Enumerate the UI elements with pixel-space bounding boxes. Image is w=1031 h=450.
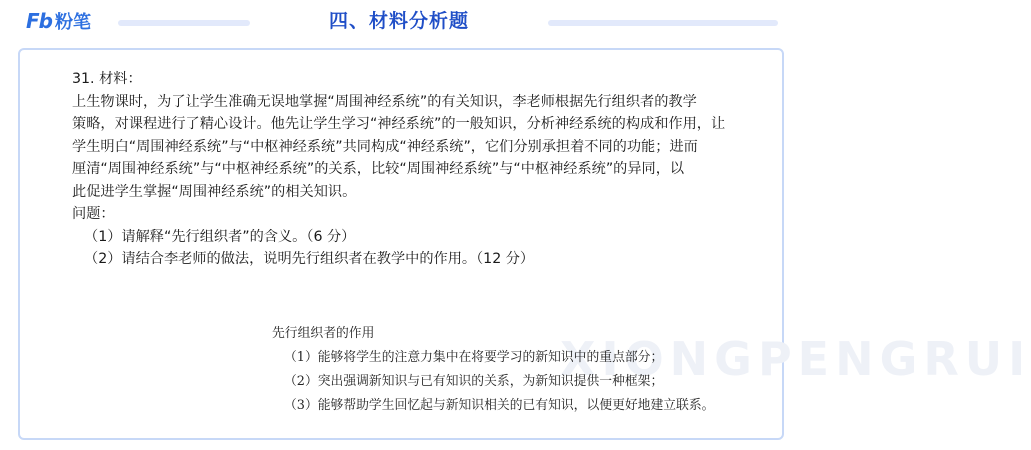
material-line: 上生物课时，为了让学生准确无误地掌握“周围神经系统”的有关知识，李老师根据先行组织者的教学 xyxy=(72,93,697,110)
material-paragraph xyxy=(72,91,752,204)
sub-question-1: （1）请解释“先行组织者”的含义。（6 分） xyxy=(84,228,356,245)
watermark: XIONGPENGRUI xyxy=(560,332,1031,386)
header-decoration-right xyxy=(548,20,778,26)
header-decoration-left xyxy=(118,20,250,26)
question-number: 31. 材料： xyxy=(72,71,142,87)
material-line: 厘清“周围神经系统”与“中枢神经系统”的关系，比较“周围神经系统”与“中枢神经系统”的异同，以 xyxy=(72,161,685,177)
header xyxy=(0,0,800,52)
question-body xyxy=(52,68,752,271)
prompt-label xyxy=(72,203,752,226)
answer-block xyxy=(272,322,772,418)
sub-question-2: （2）请结合李老师的做法，说明先行组织者在教学中的作用。（12 分） xyxy=(84,251,535,267)
section-title: 四、材料分析题 xyxy=(328,10,469,32)
answer-item: （3）能够帮助学生回忆起与新知识相关的已有知识，以便更好地建立联系。 xyxy=(284,398,715,413)
brand-logo xyxy=(26,8,91,34)
answer-item: （1）能够将学生的注意力集中在将要学习的新知识中的重点部分； xyxy=(284,350,664,365)
brand-name: 粉笔 xyxy=(54,12,91,33)
material-line: 策略，对课程进行了精心设计。他先让学生学习“神经系统”的一般知识，分析神经系统的构成和作用，让 xyxy=(72,116,726,132)
prompt-label-text: 问题： xyxy=(72,206,115,222)
material-line: 学生明白“周围神经系统”与“中枢神经系统”共同构成“神经系统”，它们分别承担着不同的功能；进而 xyxy=(72,138,698,155)
answer-title: 先行组织者的作用 xyxy=(272,326,375,341)
answer-item: （2）突出强调新知识与已有知识的关系，为新知识提供一种框架； xyxy=(284,374,664,389)
header-title-wrap xyxy=(250,6,548,36)
brand-mark: Fb xyxy=(26,9,52,33)
material-line: 此促进学生掌握“周围神经系统”的相关知识。 xyxy=(72,183,357,200)
